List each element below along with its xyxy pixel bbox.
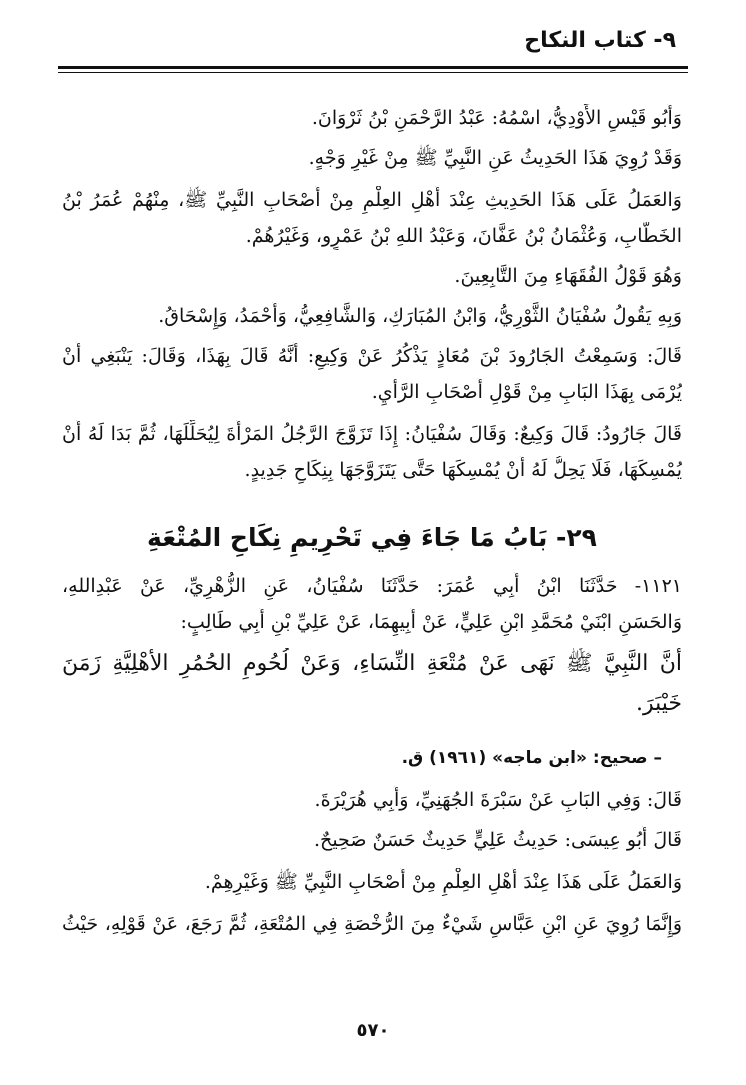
chapter-heading: ٢٩- بَابُ مَا جَاءَ فِي تَحْرِيمِ نِكَاحِ المُتْعَةِ bbox=[147, 523, 597, 552]
hadith-isnad-1: ١١٢١- حَدَّثَنَا ابْنُ أَبِي عُمَرَ: حَدَّثَنَا سُفْيَانُ، عَنِ الزُّهْرِيِّ، عَنْ عَبْدِاللهِ، bbox=[62, 575, 682, 597]
hadith-matn-2: خَيْبَرَ. bbox=[635, 691, 682, 716]
page-number: ٥٧٠ bbox=[356, 1020, 390, 1041]
hadith-matn-1: أَنَّ النَّبِيَّ ﷺ نَهَى عَنْ مُتْعَةِ النِّسَاءِ، وَعَنْ لُحُومِ الحُمُرِ الأَهْلِيَّةِ زَمَنَ bbox=[62, 651, 682, 676]
running-header-title: ٩- كتاب النكاح bbox=[524, 28, 676, 53]
comment-line-chapter-refs: قَالَ: وَفِي البَابِ عَنْ سَبْرَةَ الجُهَنِيِّ، وَأَبِي هُرَيْرَةَ. bbox=[314, 789, 682, 811]
comment-line-ibn-abbas: وَإِنَّمَا رُوِيَ عَنِ ابْنِ عَبَّاسٍ شَيْءٌ مِنَ الرُّخْصَةِ فِي المُتْعَةِ، ثُمَّ رَجَعَ، عَنْ قَوْلِهِ، حَيْثُ bbox=[62, 913, 682, 935]
text-line-practice-1: وَالعَمَلُ عَلَى هَذَا الحَدِيثِ عِنْدَ أَهْلِ العِلْمِ مِنْ أَصْحَابِ النَّبِيِّ ﷺ، مِنْهُمْ عُمَرُ بْنُ bbox=[62, 189, 682, 211]
header-rule-thick bbox=[58, 66, 688, 69]
text-line-jurists: وَهُوَ قَوْلُ الفُقَهَاءِ مِنَ التَّابِعِينَ. bbox=[454, 265, 682, 287]
comment-line-abu-isa: قَالَ أَبُو عِيسَى: حَدِيثُ عَلِيٍّ حَدِيثٌ حَسَنٌ صَحِيحٌ. bbox=[314, 829, 682, 851]
comment-line-practice: وَالعَمَلُ عَلَى هَذَا عِنْدَ أَهْلِ العِلْمِ مِنْ أَصْحَابِ النَّبِيِّ ﷺ وَغَيْرِهِمْ. bbox=[204, 871, 682, 893]
hadith-grade: – صحيح: «ابن ماجه» (١٩٦١) ق. bbox=[401, 748, 662, 768]
text-line-sufyan-2: يُمْسِكَهَا، فَلَا يَحِلُّ لَهُ أَنْ يُمْسِكَهَا حَتَّى يَتَزَوَّجَهَا بِنِكَاحٍ جَدِيدٍ. bbox=[244, 459, 682, 481]
text-line-scholars: وَبِهِ يَقُولُ سُفْيَانُ الثَّوْرِيُّ، وَابْنُ المُبَارَكِ، وَالشَّافِعِيُّ، وَأَحْمَدُ، وَإِسْحَاقُ. bbox=[158, 305, 682, 327]
text-line-narrator-name: وَأَبُو قَيْسٍ الأَوْدِيُّ، اسْمُهُ: عَبْدُ الرَّحْمَنِ بْنُ ثَرْوَانَ. bbox=[311, 107, 682, 129]
text-line-waki-1: قَالَ: وَسَمِعْتُ الجَارُودَ بْنَ مُعَاذٍ يَذْكُرُ عَنْ وَكِيعٍ: أَنَّهُ قَالَ بِهَذَا، وَقَالَ: يَنْبَغِي أَنْ bbox=[62, 345, 682, 367]
text-line-narration-note: وَقَدْ رُوِيَ هَذَا الحَدِيثُ عَنِ النَّبِيِّ ﷺ مِنْ غَيْرِ وَجْهٍ. bbox=[308, 147, 682, 169]
text-line-waki-2: يُرْمَى بِهَذَا البَابِ مِنْ قَوْلِ أَصْحَابِ الرَّأْيِ. bbox=[371, 381, 682, 403]
text-line-practice-2: الخَطَّابِ، وَعُثْمَانُ بْنُ عَفَّانَ، وَعَبْدُ اللهِ بْنُ عَمْرٍو، وَغَيْرُهُمْ. bbox=[245, 225, 682, 247]
header-rule-thin bbox=[58, 72, 688, 73]
text-line-sufyan-1: قَالَ جَارُودُ: قَالَ وَكِيعٌ: وَقَالَ سُفْيَانُ: إِذَا تَزَوَّجَ الرَّجُلُ المَرْأَةَ لِيُحَلِّلَهَا، ثُمَّ بَدَا لَهُ أَنْ bbox=[62, 423, 682, 445]
hadith-isnad-2: وَالحَسَنِ ابْنَيْ مُحَمَّدِ ابْنِ عَلِيٍّ، عَنْ أَبِيهِمَا، عَنْ عَلِيِّ بْنِ أَبِي طَالِبٍ: bbox=[180, 611, 682, 633]
